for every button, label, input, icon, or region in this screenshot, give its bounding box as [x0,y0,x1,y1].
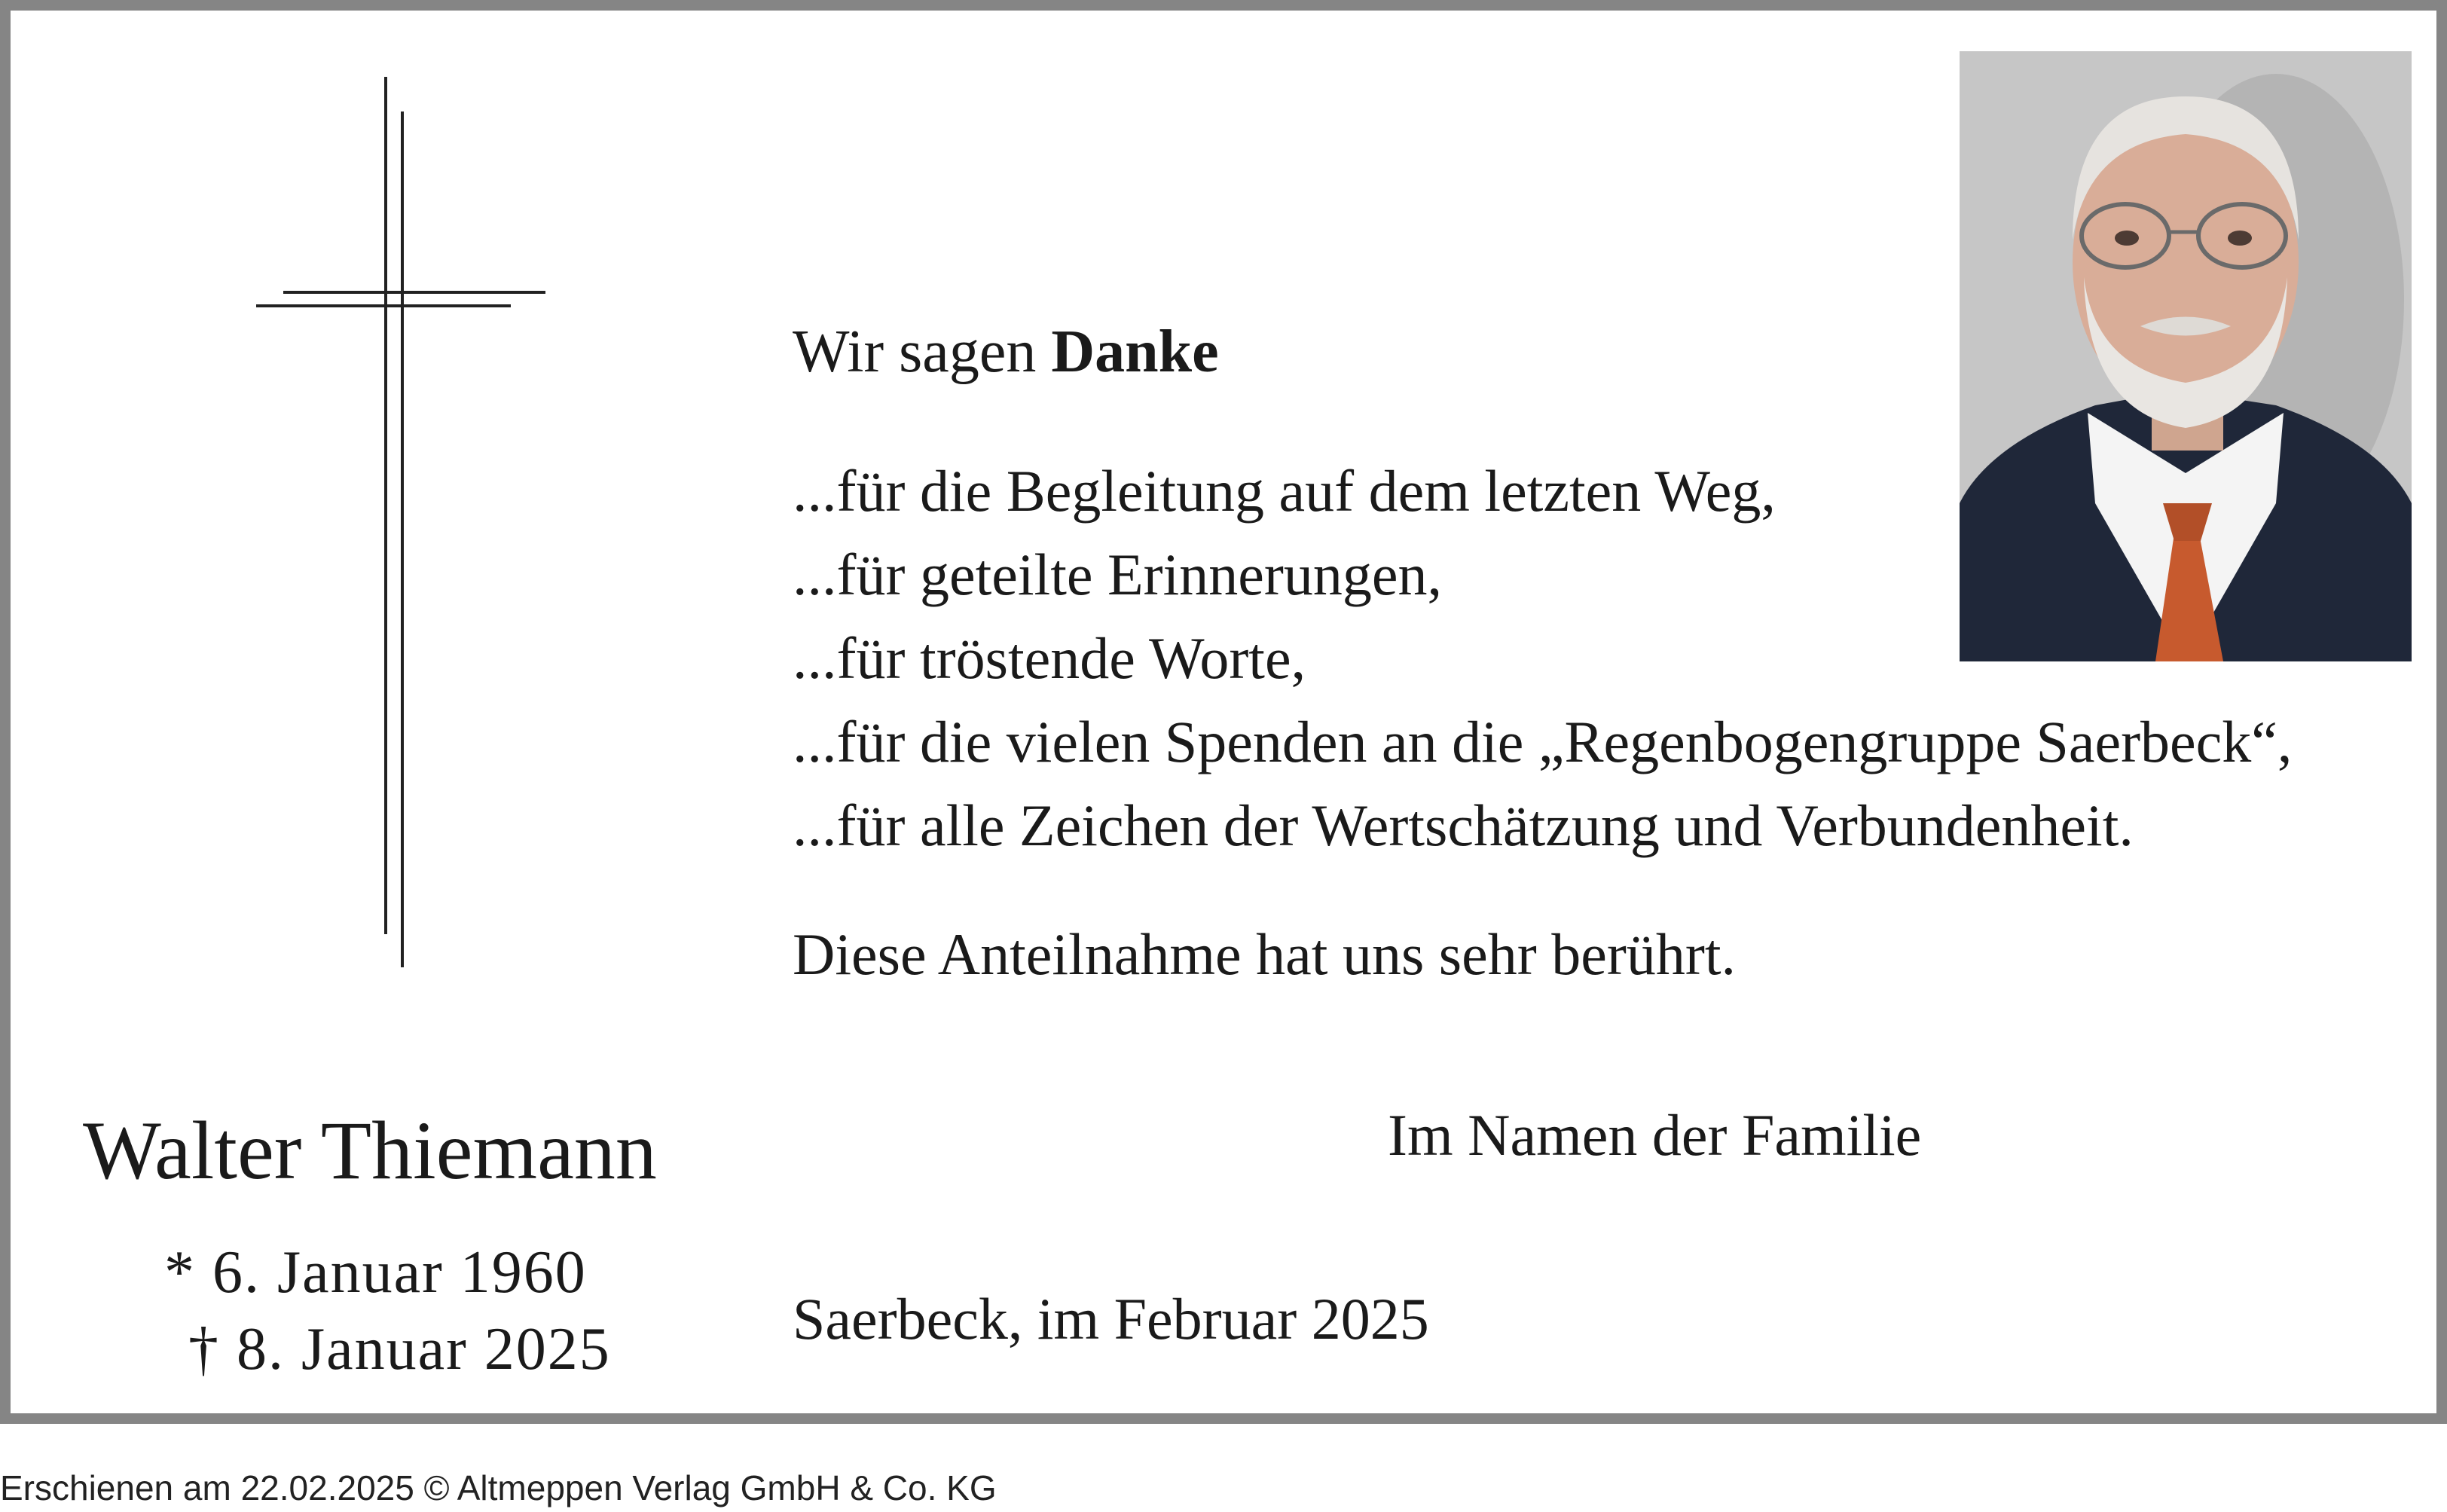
place-date: Saerbeck, im Februar 2025 [793,1286,1429,1352]
thanks-list [793,449,2292,867]
family-signoff: Im Namen der Familie [1388,1102,1922,1168]
thanks-line: ...für die vielen Spenden an die „Regenbogengruppe Saerbeck“, [793,709,2293,774]
closing-text: Diese Anteilnahme hat uns sehr berührt. [793,921,1736,987]
deceased-name: Walter Thiemann [83,1104,657,1196]
heading-prefix: Wir sagen [793,319,1037,385]
publication-footer: Erschienen am 22.02.2025 © Altmeppen Verlag GmbH & Co. KG [0,1468,997,1507]
thanks-line: ...für die Begleitung auf dem letzten Weg, [793,458,1776,524]
death-date: † 8. Januar 2025 [188,1316,611,1382]
thanks-line: ...für tröstende Worte, [793,625,1306,691]
cross-icon [252,77,545,973]
birth-date: * 6. Januar 1960 [164,1239,587,1306]
heading-bold-word: Danke [1051,319,1219,385]
thanks-line: ...für alle Zeichen der Wertschätzung und Verbundenheit. [793,793,2134,858]
thanks-line: ...für geteilte Erinnerungen, [793,542,1442,607]
thanks-heading [793,318,1219,386]
